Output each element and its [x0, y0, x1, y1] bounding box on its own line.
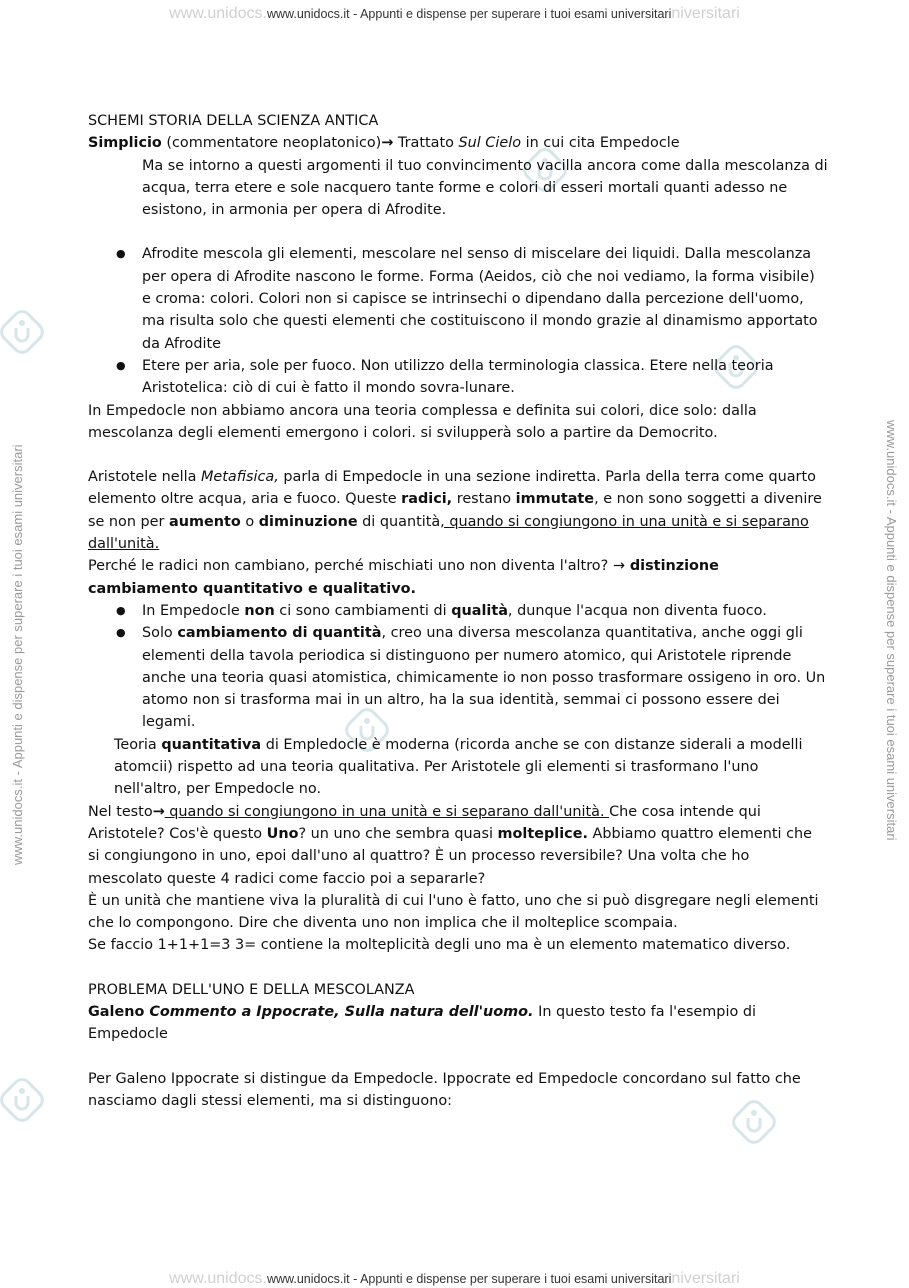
section-title: PROBLEMA DELL'UNO E DELLA MESCOLANZA: [88, 981, 415, 998]
bold-term: radici,: [401, 491, 453, 508]
paragraph: [88, 132, 828, 154]
bold-term: non: [244, 602, 275, 619]
section-title: SCHEMI STORIA DELLA SCIENZA ANTICA: [88, 113, 379, 129]
author-name: Galeno: [88, 1003, 150, 1020]
list-item: [88, 355, 828, 400]
text-span: Nel testo: [88, 803, 153, 820]
header-faded-suffix: niversitari: [671, 5, 740, 22]
text-span: Abbiamo quattro elementi che si congiungono in uno, epoi dall'uno al quattro? È un processo reversibile? Una volta che ho mescolato queste 4 radici come faccio poi a separarle?: [88, 825, 812, 887]
document-body: [88, 110, 828, 1112]
bold-term: distinzione cambiamento quantitativo e qualitativo.: [88, 558, 719, 597]
bullet-icon: ●: [116, 626, 126, 640]
text-span: , creo una diversa mescolanza quantitativa, anche oggi gli elementi della tavola periodica si distinguono per numero atomico, qui Aristotele riprende anche una teoria quasi atomistica, chimicamente io non posso trasformare ossigeno in oro. Un atomo non si trasforma mai in un altro, ha la sua identità, semmai ci possono essere dei legami.: [142, 625, 826, 731]
paragraph: Per Galeno Ippocrate si distingue da Empedocle. Ippocrate ed Empedocle concordano sul fatto che nasciamo dagli stessi elementi, ma si distinguono:: [88, 1070, 801, 1109]
arrow-icon: →: [381, 135, 394, 152]
bold-term: molteplice.: [497, 825, 588, 842]
header-text: www.unidocs.it - Appunti e dispense per superare i tuoi esami universitari: [266, 7, 672, 21]
list-item: [88, 600, 828, 622]
page-header: [0, 5, 909, 23]
text-span: di Empledocle è moderna (ricorda anche se con distanze siderali a modelli atomcii) rispetto ad una teoria qualitativa. Per Aristotele gli elementi si trasformano l'uno nell'altro, per Empedocle no.: [114, 736, 803, 798]
bullet-list: [88, 243, 828, 399]
paragraph: [88, 801, 828, 890]
header-faded-prefix: www.unidocs.: [169, 5, 267, 22]
arrow-icon: →: [612, 558, 625, 575]
bold-term: diminuzione: [258, 513, 358, 530]
bullet-icon: ●: [116, 603, 126, 617]
paragraph: [88, 1001, 828, 1046]
text-span: Solo: [142, 625, 178, 642]
underlined-text: , quando si congiungono in una unità e si separano dall'unità.: [88, 513, 809, 553]
paragraph: [88, 466, 828, 555]
underlined-text: quando si congiungono in una unità e si separano dall'unità.: [164, 803, 610, 820]
text-span: o: [240, 513, 259, 530]
text-span: Che cosa intende qui Aristotele? Cos'è questo: [88, 803, 761, 842]
list-item-text: Etere per aria, sole per fuoco. Non utilizzo della terminologia classica. Etere nella teoria Aristotelica: ciò di cui è fatto il mondo sovra-lunare.: [142, 357, 774, 397]
footer-text: www.unidocs.it - Appunti e dispense per superare i tuoi esami universitari: [266, 1272, 672, 1286]
work-title: Metafisica,: [201, 469, 279, 486]
text-span: (commentatore neoplatonico): [161, 135, 382, 152]
bold-term: quantitativa: [161, 736, 262, 753]
footer-faded-prefix: www.unidocs.: [169, 1270, 267, 1287]
side-watermark-left: www.unidocs.it - Appunti e dispense per superare i tuoi esami universitari: [10, 444, 25, 865]
text-span: parla di Empedocle in una sezione indiretta. Parla della terra come quarto elemento oltre acqua, aria e fuoco. Queste: [88, 469, 816, 508]
text-span: restano: [452, 491, 516, 508]
footer-faded-suffix: niversitari: [671, 1270, 740, 1287]
text-span: ci sono cambiamenti di: [274, 602, 452, 619]
text-span: ? un uno che sembra quasi: [298, 825, 498, 842]
watermark-logo-icon: [0, 310, 44, 354]
bold-term: aumento: [169, 513, 241, 530]
page-footer: [0, 1270, 909, 1288]
text-span: di quantità: [357, 513, 441, 530]
paragraph: In Empedocle non abbiamo ancora una teoria complessa e definita sui colori, dice solo: dalla mescolanza degli elementi emergono i colori. si svilupperà solo a partire da Democrito.: [88, 402, 757, 441]
work-title: Commento a Ippocrate, Sulla natura dell'uomo.: [149, 1003, 534, 1020]
side-watermark-right: www.unidocs.it - Appunti e dispense per superare i tuoi esami universitari: [884, 420, 899, 841]
bold-term: immutate: [515, 491, 595, 508]
paragraph: Se faccio 1+1+1=3 3= contiene la molteplicità degli uno ma è un elemento matematico diverso.: [88, 937, 791, 954]
list-item: [88, 622, 828, 733]
bold-term: cambiamento di quantità: [177, 625, 382, 642]
text-span: Teoria: [114, 736, 162, 753]
paragraph: [88, 734, 828, 801]
bold-term: Uno: [266, 825, 299, 842]
bullet-icon: ●: [116, 247, 126, 261]
bullet-list: [88, 600, 828, 734]
paragraph: È un unità che mantiene viva la pluralità di cui l'uno è fatto, uno che si può disgregare negli elementi che lo compongono. Dire che diventa uno non implica che il molteplice scompaia.: [88, 892, 819, 932]
bullet-icon: ●: [116, 358, 126, 372]
list-item-text: Afrodite mescola gli elementi, mescolare nel senso di miscelare dei liquidi. Dalla mescolanza per opera di Afrodite nascono le forme. Forma (Aeidos, ciò che noi vediamo, la forma visibile) e croma: colori. Colori non si capisce se intrinsechi o dipendano dalla percezione dell'uomo, ma risulta solo che questi elementi che costituiscono il mondo grazie al dinamismo apportato da Afrodite: [142, 246, 818, 352]
text-span: , e non sono soggetti a divenire se non per: [88, 491, 822, 530]
author-name: Simplicio: [88, 135, 162, 152]
work-title: Sul Cielo: [458, 135, 521, 152]
text-span: Perché le radici non cambiano, perché mischiati uno non diventa l'altro?: [88, 558, 613, 575]
text-span: in cui cita Empedocle: [521, 135, 680, 152]
arrow-icon: →: [152, 803, 165, 820]
text-span: , dunque l'acqua non diventa fuoco.: [507, 602, 767, 619]
text-span: In Empedocle: [142, 602, 245, 619]
text-span: Trattato: [393, 135, 459, 152]
watermark-logo-icon: [0, 1078, 44, 1122]
text-span: In questo testo fa l'esempio di Empedocle: [88, 1003, 756, 1043]
paragraph: [88, 555, 828, 600]
quote-block: Ma se intorno a questi argomenti il tuo convincimento vacilla ancora come dalla mescolanza di acqua, terra etere e sole nacquero tante forme e colori di esseri mortali quanti adesso ne esistono, in armonia per opera di Afrodite.: [142, 157, 828, 219]
text-span: Aristotele nella: [88, 469, 201, 486]
bold-term: qualità: [451, 602, 508, 619]
list-item: [88, 243, 828, 354]
